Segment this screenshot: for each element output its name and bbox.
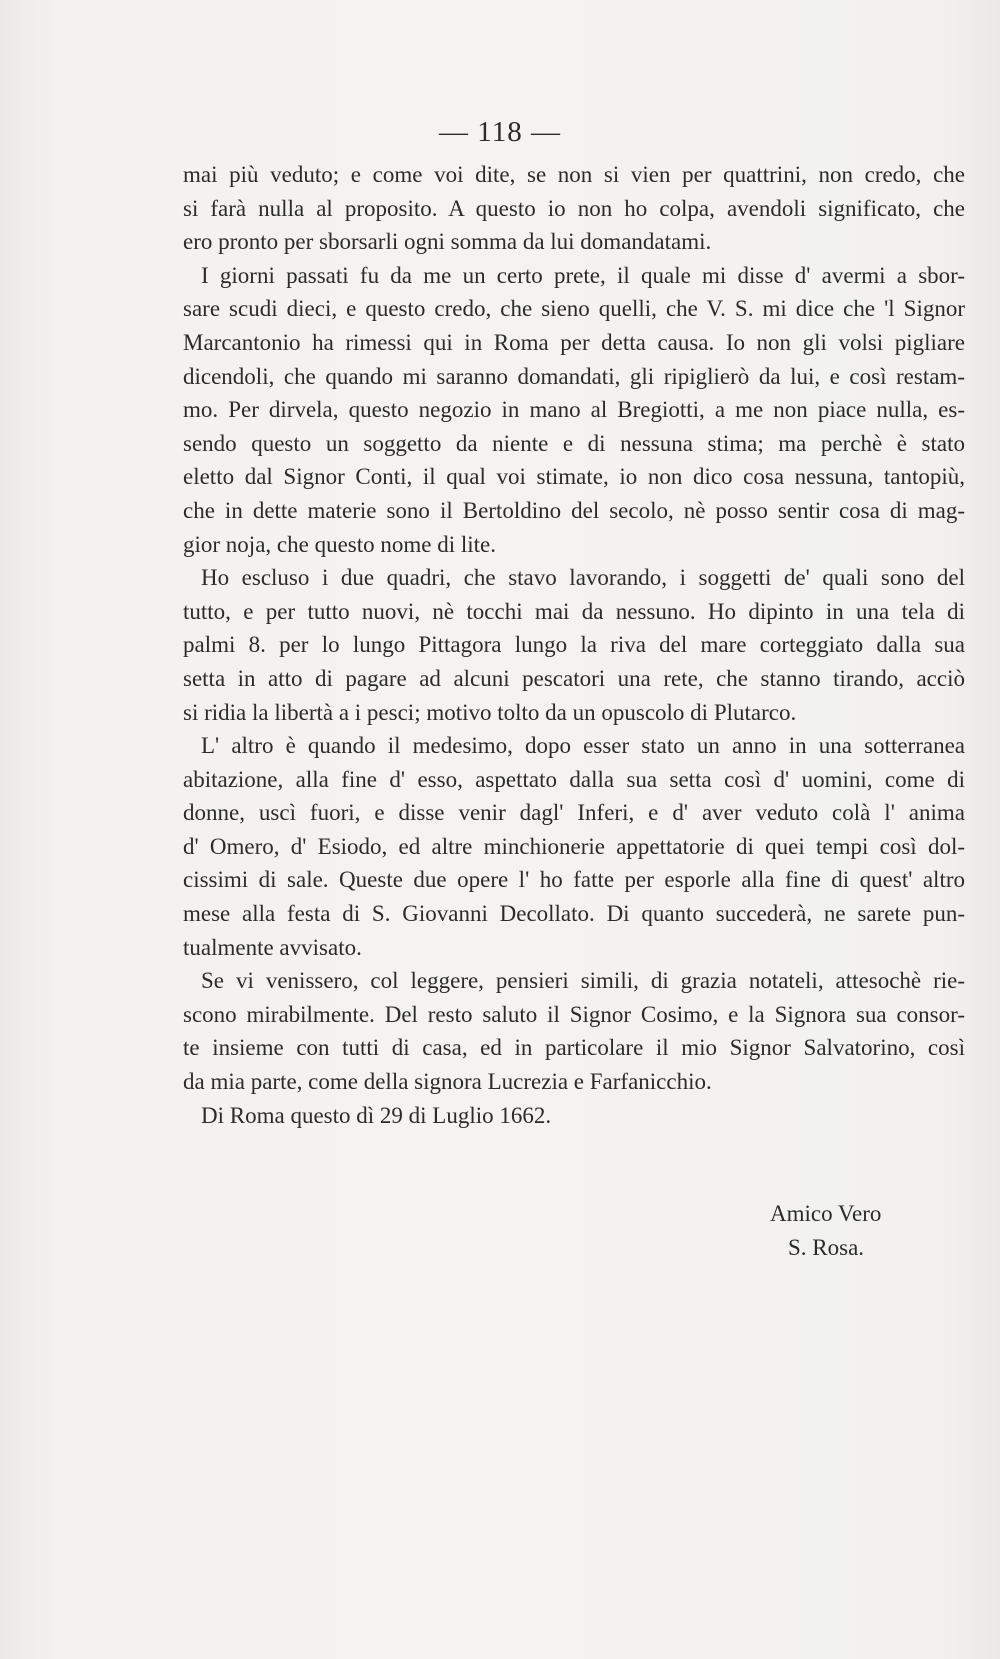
text-line: sendo questo un soggetto da niente e di nessuna stima; ma perchè è stato	[183, 430, 965, 456]
text-line: che in dette materie sono il Bertoldino del secolo, nè posso sentir cosa di mag-	[183, 497, 965, 523]
signature-block	[770, 1197, 881, 1265]
text-line: abitazione, alla fine d' esso, aspettato dalla sua setta così d' uomini, come di	[183, 766, 965, 792]
text-line: te insieme con tutti di casa, ed in particolare il mio Signor Salvatorino, così	[183, 1035, 965, 1061]
text-line: L' altro è quando il medesimo, dopo esser stato un anno in una sotterranea	[201, 733, 965, 759]
text-line: si farà nulla al proposito. A questo io non ho colpa, avendoli significato, che	[183, 195, 965, 221]
signature-name: S. Rosa.	[788, 1235, 865, 1260]
page-number: — 118 —	[439, 116, 561, 148]
text-line: gior noja, che questo nome di lite.	[183, 531, 496, 557]
text-line: d' Omero, d' Esiodo, ed altre minchionerie appettatorie di quei tempi così dol-	[183, 833, 965, 859]
text-line: cissimi di sale. Queste due opere l' ho fatte per esporle alla fine di quest' altro	[183, 867, 965, 893]
text-line: I giorni passati fu da me un certo prete, il quale mi disse d' avermi a sbor-	[201, 262, 965, 288]
text-line: scono mirabilmente. Del resto saluto il Signor Cosimo, e la Signora sua consor-	[183, 1001, 965, 1027]
text-line: Di Roma questo dì 29 di Luglio 1662.	[201, 1102, 552, 1128]
text-line: ero pronto per sborsarli ogni somma da lui domandatami.	[183, 229, 712, 255]
text-line: Ho escluso i due quadri, che stavo lavorando, i soggetti de' quali sono del	[201, 565, 965, 591]
text-line: palmi 8. per lo lungo Pittagora lungo la riva del mare corteggiato dalla sua	[183, 632, 965, 658]
text-line: tualmente avvisato.	[183, 934, 362, 960]
text-line: donne, uscì fuori, e disse venir dagl' Inferi, e d' aver veduto colà l' anima	[183, 800, 965, 826]
text-line: tutto, e per tutto nuovi, nè tocchi mai da nessuno. Ho dipinto in una tela di	[183, 598, 965, 624]
text-line: da mia parte, come della signora Lucrezia e Farfanicchio.	[183, 1069, 712, 1095]
text-line: setta in atto di pagare ad alcuni pescatori una rete, che stanno tirando, acciò	[183, 665, 965, 691]
text-line: Marcantonio ha rimessi qui in Roma per detta causa. Io non gli volsi pigliare	[183, 329, 965, 355]
text-line: sare scudi dieci, e questo credo, che sieno quelli, che V. S. mi dice che 'l Signor	[183, 296, 965, 322]
signature-closing: Amico Vero	[770, 1201, 882, 1226]
text-line: Se vi venissero, col leggere, pensieri simili, di grazia notateli, attesochè rie-	[201, 968, 965, 994]
text-line: si ridia la libertà a i pesci; motivo tolto da un opuscolo di Plutarco.	[183, 699, 797, 725]
text-line: mai più veduto; e come voi dite, se non si vien per quattrini, non credo, che	[183, 162, 965, 187]
text-line: mese alla festa di S. Giovanni Decollato. Di quanto succederà, ne sarete pun-	[183, 901, 965, 927]
text-line: eletto dal Signor Conti, il qual voi stimate, io non dico cosa nessuna, tantopiù,	[183, 464, 965, 490]
letter-body	[183, 158, 965, 1132]
text-line: dicendoli, che quando mi saranno domandati, gli ripiglierò da lui, e così restam-	[183, 363, 965, 389]
text-line: mo. Per dirvela, questo negozio in mano al Bregiotti, a me non piace nulla, es-	[183, 397, 965, 423]
